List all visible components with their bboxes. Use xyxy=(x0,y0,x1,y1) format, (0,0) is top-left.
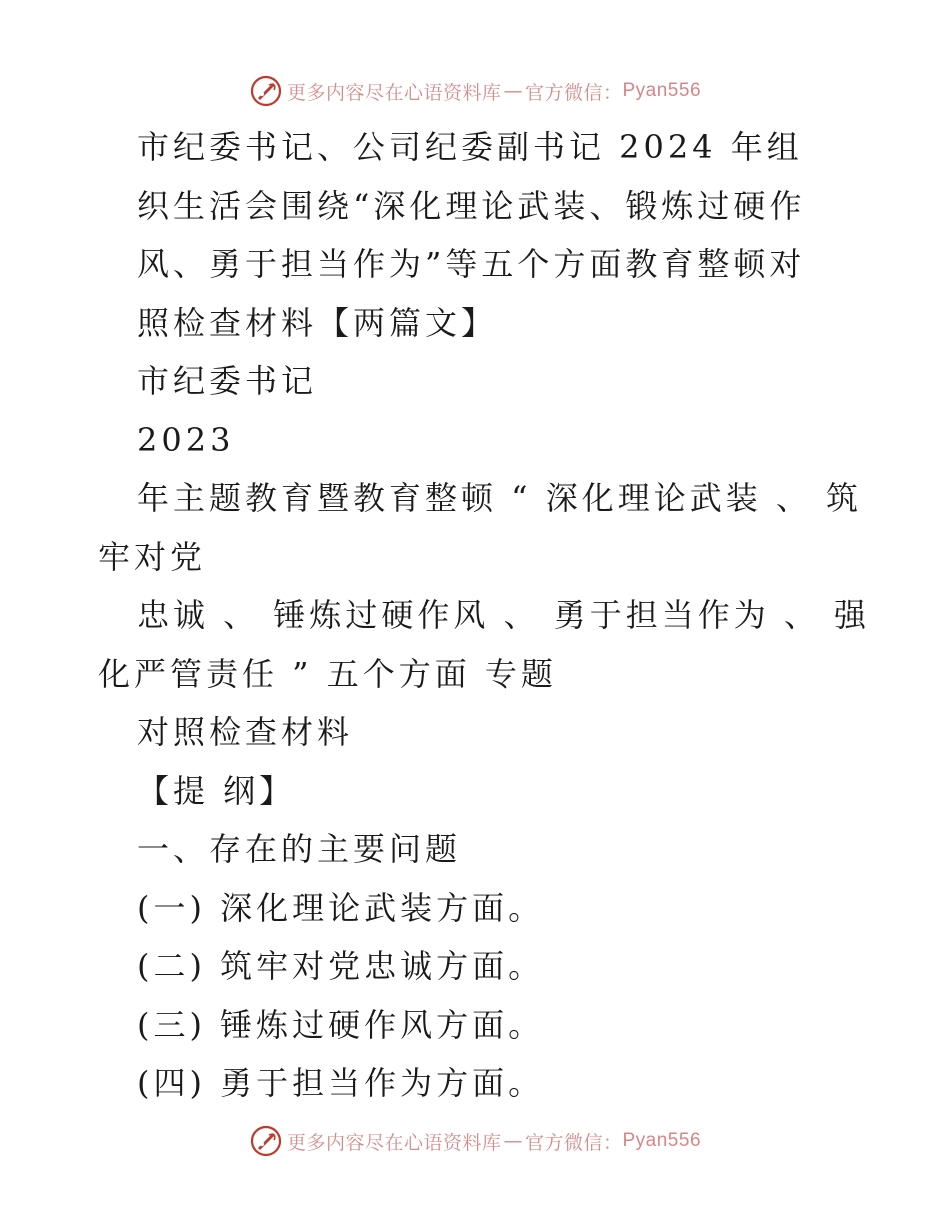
watermark-id: Pyan556 xyxy=(622,80,702,101)
subtitle-line-3-text: 忠诚 、 锤炼过硬作风 、 勇于担当作为 、 强 xyxy=(137,596,871,634)
title-line-2: 织生活会围绕“深化理论武装、锻炼过硬作 xyxy=(137,186,806,225)
outline-item-3: (三) 锤炼过硬作风方面。 xyxy=(137,1005,545,1044)
outline-item-1: (一) 深化理论武装方面。 xyxy=(137,888,545,927)
header-watermark xyxy=(0,74,950,108)
title-line-1: 市纪委书记、公司纪委副书记 2024 年组 xyxy=(137,128,803,166)
outline-item-4: (四) 勇于担当作为方面。 xyxy=(137,1064,545,1102)
watermark-id: Pyan556 xyxy=(622,1130,702,1151)
watermark-text: 更多内容尽在心语资料库 xyxy=(286,81,502,104)
watermark-separator: — xyxy=(503,1130,523,1152)
title-line-4: 照检查材料【两篇文】 xyxy=(137,303,498,342)
subtitle-line-2: 牢对党 xyxy=(98,537,207,576)
title-line-3: 风、勇于担当作为”等五个方面教育整顿对 xyxy=(137,245,806,283)
quill-seal-icon xyxy=(249,1124,283,1158)
watermark-official: 官方微信： xyxy=(524,1131,623,1154)
outline-item-2: (二) 筑牢对党忠诚方面。 xyxy=(137,947,545,985)
section-heading: 一、存在的主要问题 xyxy=(137,830,462,868)
subtitle-line-1-text: 年主题教育暨教育整顿 “ 深化理论武装 、 筑 xyxy=(137,479,863,517)
subtitle-year: 2023 xyxy=(137,420,235,459)
subtitle-line-5: 对照检查材料 xyxy=(137,713,354,751)
watermark-text: 更多内容尽在心语资料库 xyxy=(286,1131,502,1154)
document-body xyxy=(0,118,950,1113)
watermark-official: 官方微信： xyxy=(524,81,623,104)
outline-heading: 【提 纲】 xyxy=(137,771,296,810)
subtitle-line-3 xyxy=(0,586,950,645)
footer-watermark xyxy=(0,1124,950,1158)
quill-seal-icon xyxy=(249,74,283,108)
subtitle-line-4: 化严管责任 ” 五个方面 专题 xyxy=(98,654,557,693)
subtitle-author: 市纪委书记 xyxy=(137,362,318,400)
watermark-separator: — xyxy=(503,80,523,102)
subtitle-line-1 xyxy=(0,469,950,528)
